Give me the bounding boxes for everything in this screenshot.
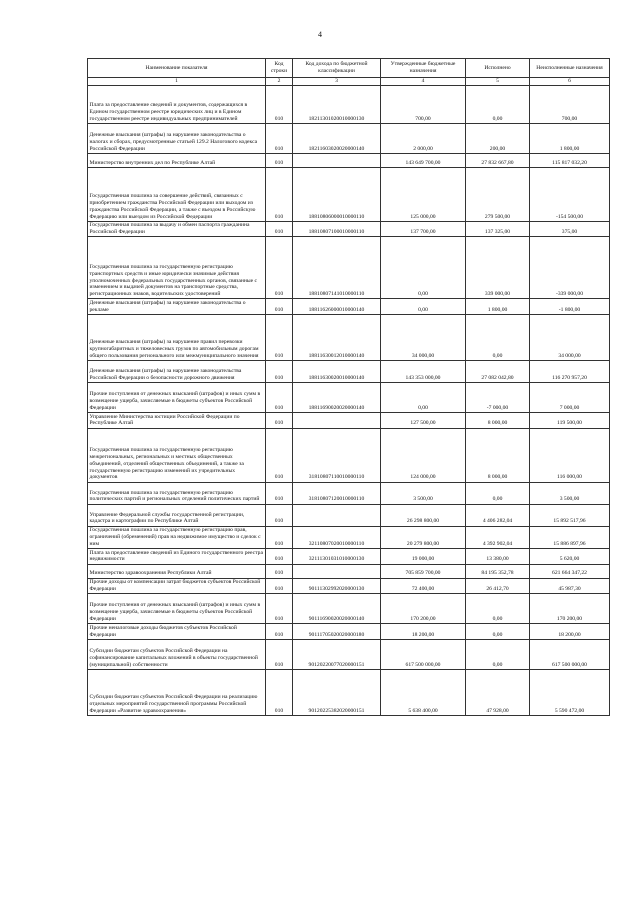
executed-cell: 8 000,00 (466, 413, 530, 429)
executed-cell: -7 000,00 (466, 383, 530, 413)
unexecuted-cell: 15 892 517,96 (530, 504, 610, 526)
table-row (88, 482, 610, 504)
line-code-cell: 010 (266, 482, 293, 504)
unexecuted-cell: 1 800,00 (530, 123, 610, 153)
indicator-name-cell: Денежные взыскания (штрафы) за нарушение правил перевозки крупногабаритных и тяжеловесных грузов по автомобильным дорогам общего пользования регионального или межмуниципального значения (88, 315, 266, 361)
budget-code-cell: 32110807020010000110 (293, 526, 381, 548)
line-code-cell: 010 (266, 153, 293, 167)
budget-code-cell: 90111705020020000180 (293, 624, 381, 640)
executed-cell: 0,00 (466, 640, 530, 670)
approved-cell: 137 700,00 (381, 221, 466, 237)
unexecuted-cell: -1 800,00 (530, 299, 610, 315)
approved-cell: 125 000,00 (381, 167, 466, 221)
unexecuted-cell: 700,00 (530, 85, 610, 123)
indicator-name-cell: Субсидии бюджетам субъектов Российской Федерации на реализацию отдельных мероприятий государственной программы Российской Федерации «Развитие здравоохранения» (88, 670, 266, 716)
table-row (88, 578, 610, 594)
approved-cell: 5 638 400,00 (381, 670, 466, 716)
table-row (88, 670, 610, 716)
executed-cell: 26 412,70 (466, 578, 530, 594)
unexecuted-cell: 15 886 897,96 (530, 526, 610, 548)
indicator-name-cell: Государственная пошлина за выдачу и обмен паспорта гражданина Российской Федерации (88, 221, 266, 237)
approved-cell: 2 000,00 (381, 123, 466, 153)
header-budget-code: Код дохода по бюджетной классификации (293, 59, 381, 78)
executed-cell: 0,00 (466, 624, 530, 640)
column-number-row (88, 78, 610, 86)
approved-cell: 34 000,00 (381, 315, 466, 361)
executed-cell: 27 832 667,80 (466, 153, 530, 167)
line-code-cell: 010 (266, 526, 293, 548)
indicator-name-cell: Прочие поступления от денежных взысканий (штрафов) и иных сумм в возмещение ущерба, зачисляемые в бюджеты субъектов Российской Федерации (88, 594, 266, 624)
line-code-cell: 010 (266, 670, 293, 716)
line-code-cell: 010 (266, 237, 293, 299)
budget-code-cell: 90120225382020000151 (293, 670, 381, 716)
budget-code-cell: 31810807120010000110 (293, 482, 381, 504)
table-row (88, 564, 610, 578)
indicator-name-cell: Государственная пошлина за государственную регистрацию политических партий и региональных отделений политических партий (88, 482, 266, 504)
indicator-name-cell: Управление Федеральной службы государственной регистрации, кадастра и картографии по Республике Алтай (88, 504, 266, 526)
budget-code-cell (293, 153, 381, 167)
executed-cell: 27 082 042,80 (466, 361, 530, 383)
executed-cell: 8 000,00 (466, 428, 530, 482)
budget-code-cell (293, 413, 381, 429)
indicator-name-cell: Министерство здравоохранения Республики Алтай (88, 564, 266, 578)
approved-cell: 127 500,00 (381, 413, 466, 429)
budget-code-cell: 18811630020010000140 (293, 361, 381, 383)
column-number: 6 (530, 78, 610, 86)
executed-cell: 47 928,00 (466, 670, 530, 716)
budget-code-cell: 90111302992020000130 (293, 578, 381, 594)
column-number: 4 (381, 78, 466, 86)
budget-code-cell: 90120220077020000151 (293, 640, 381, 670)
line-code-cell: 010 (266, 504, 293, 526)
header-executed: Исполнено (466, 59, 530, 78)
indicator-name-cell: Государственная пошлина за совершение действий, связанных с приобретением гражданства Российской Федерации или выходом из гражданства Российской Федерации, а также с въездом в Российскую Федерацию или выездом из Российской Федерации (88, 167, 266, 221)
line-code-cell: 010 (266, 413, 293, 429)
indicator-name-cell: Денежные взыскания (штрафы) за нарушение законодательства Российской Федерации о безопасности дорожного движения (88, 361, 266, 383)
unexecuted-cell: -154 500,00 (530, 167, 610, 221)
unexecuted-cell: 5 590 472,00 (530, 670, 610, 716)
executed-cell: 0,00 (466, 594, 530, 624)
unexecuted-cell: 34 000,00 (530, 315, 610, 361)
indicator-name-cell: Денежные взыскания (штрафы) за нарушение законодательства о налогах и сборах, предусмотренные статьей 129.2 Налогового кодекса Российской Федерации (88, 123, 266, 153)
table-row (88, 237, 610, 299)
indicator-name-cell: Государственная пошлина за государственную регистрацию транспортных средств и иные юридически значимые действия уполномоченных федеральных государственных органов, связанные с изменением и выдачей документов на транспортные средства, регистрационных знаков, водительских удостоверений (88, 237, 266, 299)
executed-cell: 13 380,00 (466, 549, 530, 565)
approved-cell: 26 298 800,00 (381, 504, 466, 526)
column-number: 2 (266, 78, 293, 86)
table-row (88, 413, 610, 429)
line-code-cell: 010 (266, 624, 293, 640)
line-code-cell: 010 (266, 361, 293, 383)
line-code-cell: 010 (266, 594, 293, 624)
budget-code-cell: 18810807141010000110 (293, 237, 381, 299)
executed-cell: 279 500,00 (466, 167, 530, 221)
header-unexecuted: Неисполненные назначения (530, 59, 610, 78)
unexecuted-cell: 5 620,00 (530, 549, 610, 565)
table-row (88, 549, 610, 565)
unexecuted-cell: 617 500 000,00 (530, 640, 610, 670)
revenue-table (87, 58, 610, 716)
budget-code-cell: 32111301031010000130 (293, 549, 381, 565)
executed-cell: 0,00 (466, 85, 530, 123)
header-indicator-name: Наименование показателя (88, 59, 266, 78)
line-code-cell: 010 (266, 578, 293, 594)
line-code-cell: 010 (266, 564, 293, 578)
approved-cell: 705 859 700,00 (381, 564, 466, 578)
executed-cell: 4 406 282,04 (466, 504, 530, 526)
unexecuted-cell: 375,00 (530, 221, 610, 237)
budget-code-cell: 18211301020010000130 (293, 85, 381, 123)
budget-code-cell: 18811630012010000140 (293, 315, 381, 361)
indicator-name-cell: Денежные взыскания (штрафы) за нарушение законодательства о рекламе (88, 299, 266, 315)
indicator-name-cell: Прочие неналоговые доходы бюджетов субъектов Российской Федерации (88, 624, 266, 640)
approved-cell: 170 200,00 (381, 594, 466, 624)
table-row (88, 383, 610, 413)
table-row (88, 624, 610, 640)
approved-cell: 0,00 (381, 237, 466, 299)
budget-code-cell: 18810806000010000110 (293, 167, 381, 221)
line-code-cell: 010 (266, 383, 293, 413)
table-row (88, 640, 610, 670)
table-row (88, 428, 610, 482)
table-row (88, 504, 610, 526)
line-code-cell: 010 (266, 640, 293, 670)
indicator-name-cell: Прочие доходы от компенсации затрат бюджетов субъектов Российской Федерации (88, 578, 266, 594)
approved-cell: 700,00 (381, 85, 466, 123)
approved-cell: 617 500 000,00 (381, 640, 466, 670)
column-number: 5 (466, 78, 530, 86)
indicator-name-cell: Плата за предоставление сведений из Единого государственного реестра недвижимости (88, 549, 266, 565)
unexecuted-cell: 119 500,00 (530, 413, 610, 429)
indicator-name-cell: Государственная пошлина за государственную регистрацию межрегиональных, региональных и местных общественных объединений, отделений общественных объединений, а также за государственную регистрацию изменений их учредительных документов (88, 428, 266, 482)
indicator-name-cell: Субсидии бюджетам субъектов Российской Федерации на софинансирование капитальных вложений в объекты государственной (муниципальной) собственности (88, 640, 266, 670)
unexecuted-cell: 3 500,00 (530, 482, 610, 504)
approved-cell: 143 649 700,00 (381, 153, 466, 167)
indicator-name-cell: Государственная пошлина за государственную регистрацию прав, ограничений (обременений) прав на недвижимое имущество и сделок с ним (88, 526, 266, 548)
budget-code-cell: 90111690020020000140 (293, 594, 381, 624)
unexecuted-cell: 170 200,00 (530, 594, 610, 624)
indicator-name-cell: Министерство внутренних дел по Республике Алтай (88, 153, 266, 167)
line-code-cell: 010 (266, 315, 293, 361)
approved-cell: 20 279 800,00 (381, 526, 466, 548)
approved-cell: 3 500,00 (381, 482, 466, 504)
table-row (88, 361, 610, 383)
header-approved: Утвержденные бюджетные назначения (381, 59, 466, 78)
budget-code-cell: 31810807110010000110 (293, 428, 381, 482)
unexecuted-cell: 115 817 032,20 (530, 153, 610, 167)
approved-cell: 143 353 000,00 (381, 361, 466, 383)
unexecuted-cell: 116 000,00 (530, 428, 610, 482)
executed-cell: 200,00 (466, 123, 530, 153)
budget-code-cell: 18811626000010000140 (293, 299, 381, 315)
table-row (88, 221, 610, 237)
header-row (88, 59, 610, 78)
unexecuted-cell: 7 000,00 (530, 383, 610, 413)
table-row (88, 594, 610, 624)
budget-code-cell: 18810807100010000110 (293, 221, 381, 237)
executed-cell: 1 800,00 (466, 299, 530, 315)
table-row (88, 85, 610, 123)
table-row (88, 153, 610, 167)
budget-code-cell: 18811690020020000140 (293, 383, 381, 413)
unexecuted-cell: 116 270 957,20 (530, 361, 610, 383)
executed-cell: 0,00 (466, 482, 530, 504)
approved-cell: 0,00 (381, 299, 466, 315)
table-row (88, 315, 610, 361)
header-line-code: Код строки (266, 59, 293, 78)
executed-cell: 0,00 (466, 315, 530, 361)
executed-cell: 84 195 352,78 (466, 564, 530, 578)
indicator-name-cell: Прочие поступления от денежных взысканий (штрафов) и иных сумм в возмещение ущерба, зачисляемые в бюджеты субъектов Российской Федерации (88, 383, 266, 413)
table-row (88, 299, 610, 315)
line-code-cell: 010 (266, 167, 293, 221)
line-code-cell: 010 (266, 299, 293, 315)
executed-cell: 4 392 902,04 (466, 526, 530, 548)
approved-cell: 124 000,00 (381, 428, 466, 482)
line-code-cell: 010 (266, 549, 293, 565)
column-number: 3 (293, 78, 381, 86)
line-code-cell: 010 (266, 221, 293, 237)
unexecuted-cell: 621 664 347,22 (530, 564, 610, 578)
unexecuted-cell: 18 200,00 (530, 624, 610, 640)
budget-code-cell (293, 564, 381, 578)
table-row (88, 167, 610, 221)
table-body (88, 85, 610, 715)
approved-cell: 72 400,00 (381, 578, 466, 594)
table-row (88, 526, 610, 548)
line-code-cell: 010 (266, 428, 293, 482)
executed-cell: 137 325,00 (466, 221, 530, 237)
approved-cell: 19 000,00 (381, 549, 466, 565)
budget-code-cell: 18211603020020000140 (293, 123, 381, 153)
approved-cell: 0,00 (381, 383, 466, 413)
executed-cell: 339 000,00 (466, 237, 530, 299)
line-code-cell: 010 (266, 123, 293, 153)
page-number: 4 (318, 30, 322, 39)
unexecuted-cell: -339 000,00 (530, 237, 610, 299)
indicator-name-cell: Плата за предоставление сведений и документов, содержащихся в Едином государственном реестре юридических лиц и в Едином государственном реестре индивидуальных предпринимателей (88, 85, 266, 123)
line-code-cell: 010 (266, 85, 293, 123)
budget-code-cell (293, 504, 381, 526)
unexecuted-cell: 45 987,30 (530, 578, 610, 594)
indicator-name-cell: Управление Министерства юстиции Российской Федерации по Республике Алтай (88, 413, 266, 429)
table-row (88, 123, 610, 153)
approved-cell: 18 200,00 (381, 624, 466, 640)
column-number: 1 (88, 78, 266, 86)
